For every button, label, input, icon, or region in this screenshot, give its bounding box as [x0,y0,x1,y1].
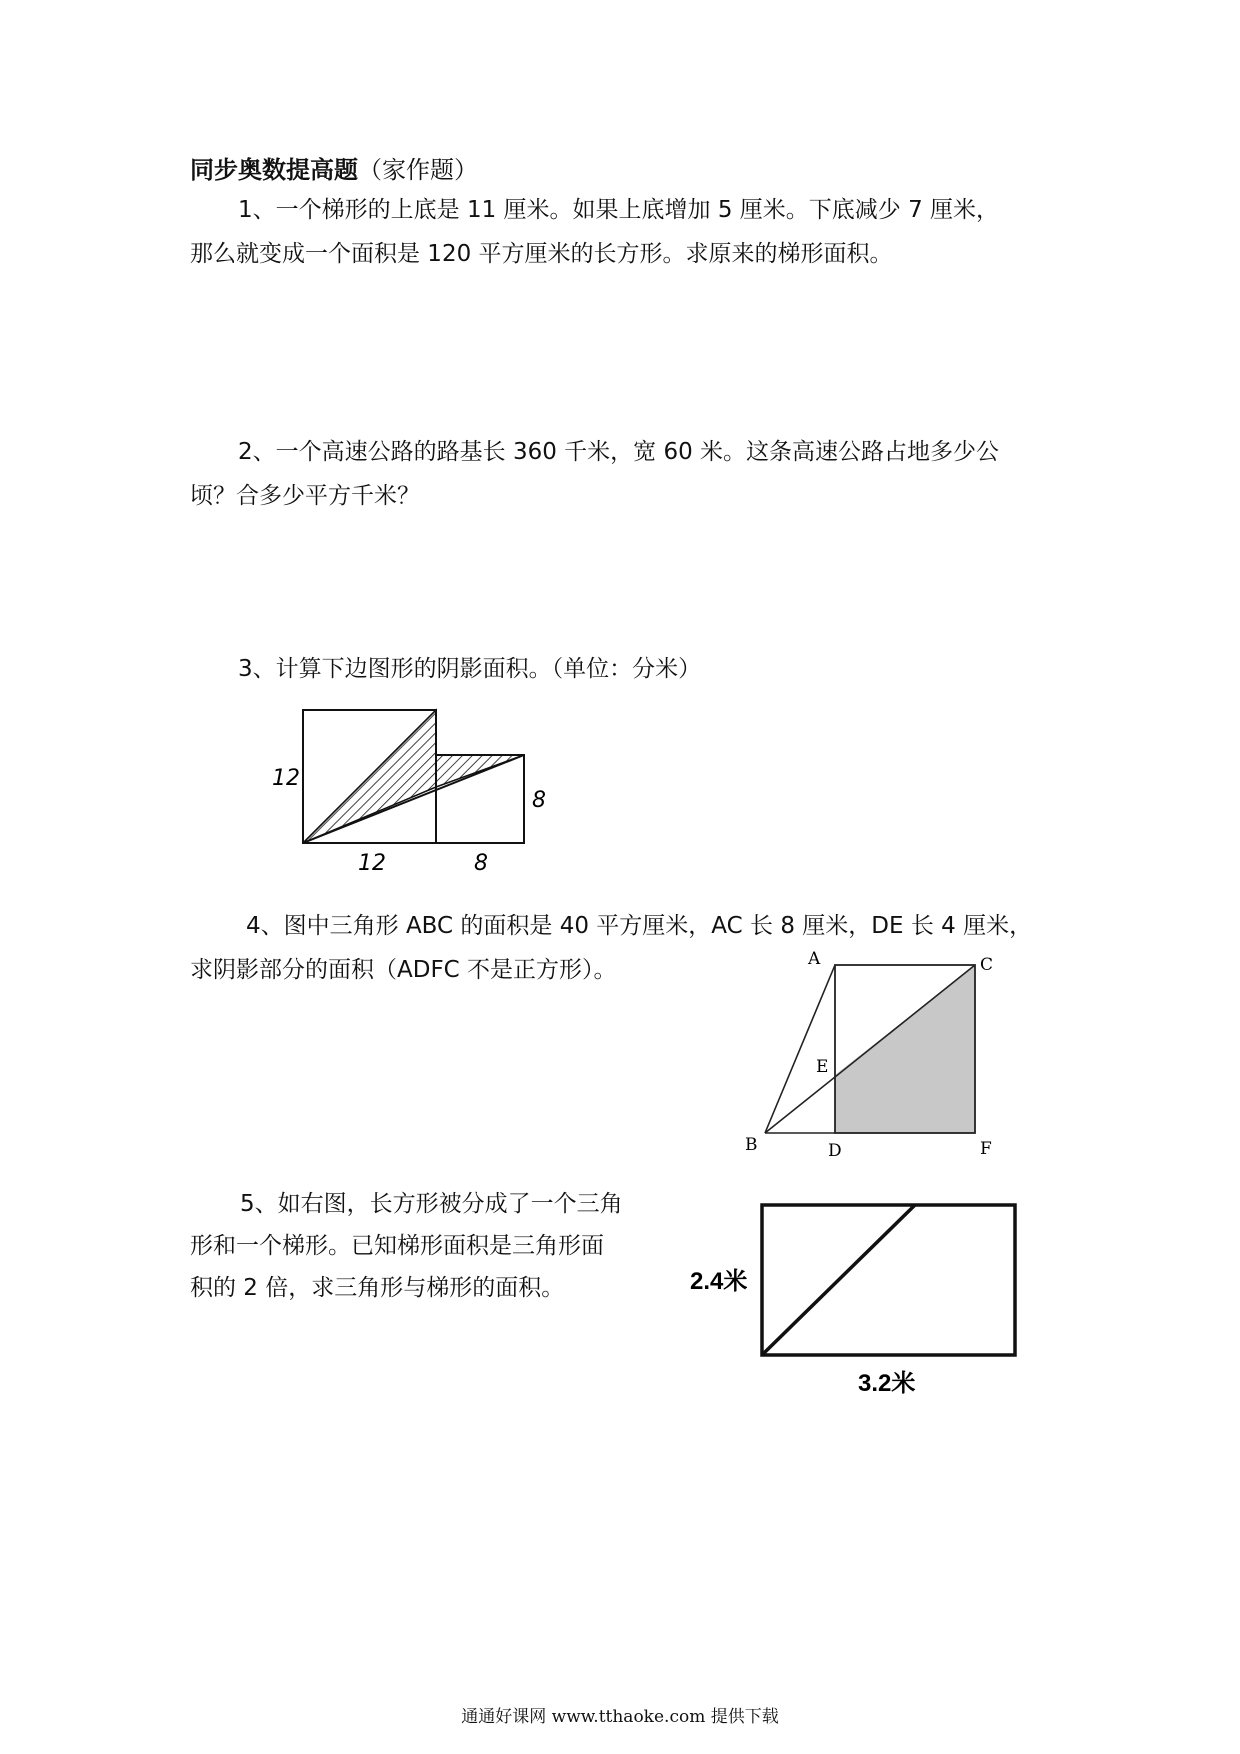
q3-label-bottom-right: 8 [474,851,488,876]
q4-label-b: B [745,1135,758,1155]
q4-label-e: E [816,1057,829,1077]
q5-line3: 积的 2 倍，求三角形与梯形的面积。 [190,1275,565,1301]
q4-line-ba [765,965,835,1133]
q4-label-f: F [980,1139,992,1159]
q4-line2: 求阴影部分的面积（ADFC 不是正方形）。 [190,957,617,983]
title-main: 同步奥数提高题 [190,156,358,184]
title-note: （家作题） [358,156,478,184]
footer-source: 通通好课网 www.tthaoke.com 提供下载 [461,1707,779,1727]
q5-line2: 形和一个梯形。已知梯形面积是三角形面 [190,1233,604,1259]
q3-figure [260,700,580,880]
q5-dividing-line [762,1205,915,1355]
q5-rectangle [762,1205,1015,1355]
q3-label-right: 8 [532,788,546,813]
q4-label-d: D [828,1141,842,1161]
q3-label-bottom-left: 12 [358,851,386,876]
q4-figure [740,948,1010,1163]
q5-label-height: 2.4米 [690,1268,748,1295]
q4-label-a: A [808,949,821,969]
q4-label-c: C [980,955,994,975]
q4-shaded-region [835,965,975,1133]
q5-figure [690,1195,1030,1405]
q3-label-left: 12 [272,766,300,791]
q3-line1: 3、计算下边图形的阴影面积。（单位：分米） [238,656,702,682]
q5-label-width: 3.2米 [858,1370,916,1397]
q2-line1: 2、一个高速公路的路基长 360 千米，宽 60 米。这条高速公路占地多少公 [238,439,1000,465]
q2-line2: 顷？合多少平方千米？ [190,483,420,509]
q1-line2: 那么就变成一个面积是 120 平方厘米的长方形。求原来的梯形面积。 [190,241,893,267]
q4-line1: 4、图中三角形 ABC 的面积是 40 平方厘米，AC 长 8 厘米，DE 长 4 厘米， [246,913,1033,939]
page-title [190,154,478,186]
q5-line1: 5、如右图，长方形被分成了一个三角 [240,1191,623,1217]
q3-shaded-region [303,710,524,843]
q1-line1: 1、一个梯形的上底是 11 厘米。如果上底增加 5 厘米。下底减少 7 厘米， [238,197,1000,223]
